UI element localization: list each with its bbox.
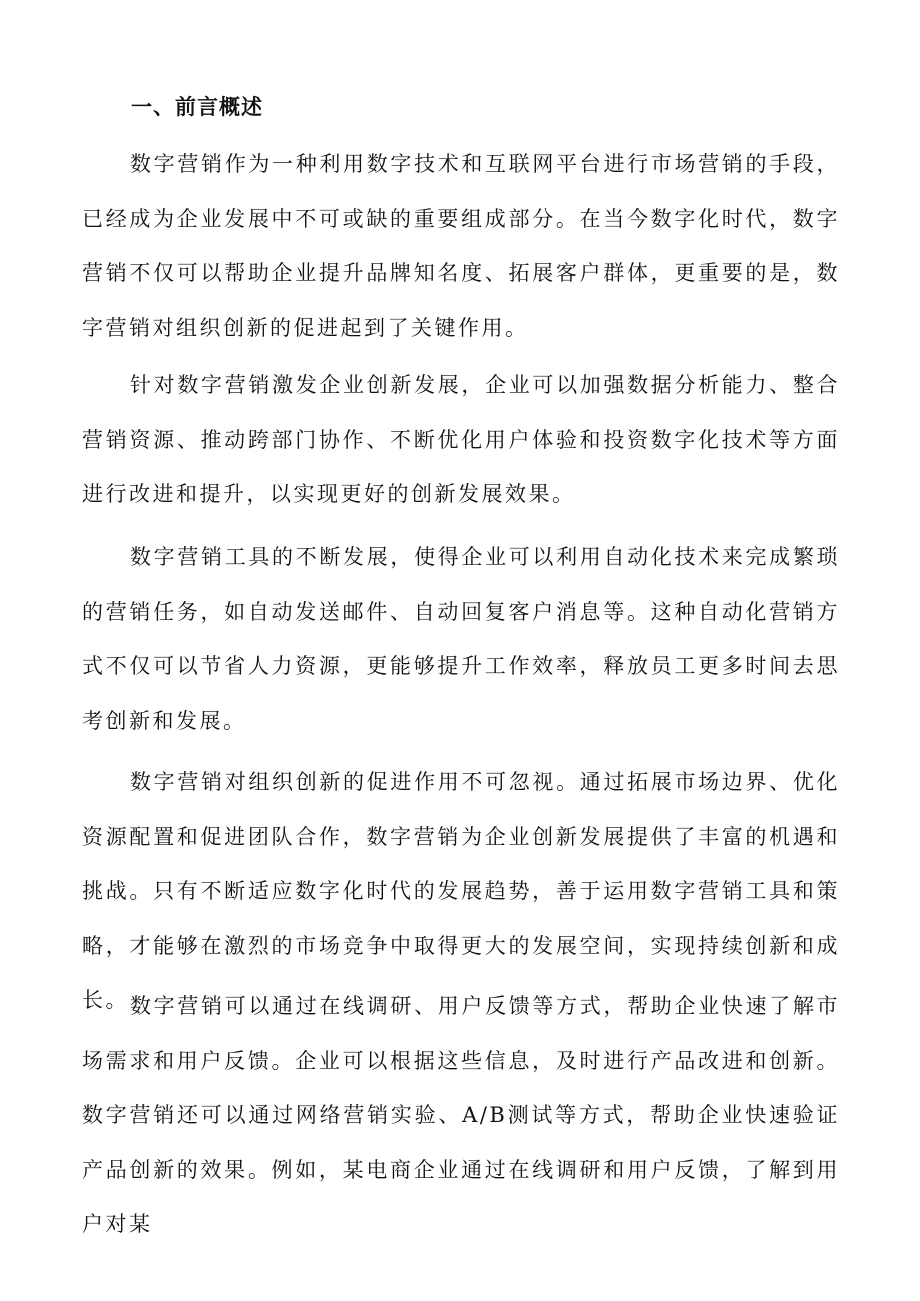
paragraph-research: 数字营销可以通过在线调研、用户反馈等方式，帮助企业快速了解市场需求和用户反馈。企业可以根据这些信息，及时进行产品改进和创新。数字营销还可以通过网络营销实验、A/B测试等方式，帮助企业快速验证产品创新的效果。例如，某电商企业通过在线调研和用户反馈，了解到用户对某 (82, 994, 840, 1236)
section-heading: 一、前言概述 (131, 95, 263, 119)
paragraph-improvement: 针对数字营销激发企业创新发展，企业可以加强数据分析能力、整合营销资源、推动跨部门协作、不断优化用户体验和投资数字化技术等方面进行改进和提升，以实现更好的创新发展效果。 (82, 373, 840, 506)
paragraph-innovation: 数字营销对组织创新的促进作用不可忽视。通过拓展市场边界、优化资源配置和促进团队合作，数字营销为企业创新发展提供了丰富的机遇和挑战。只有不断适应数字化时代的发展趋势，善于运用数字营销工具和策略，才能够在激烈的市场竞争中取得更大的发展空间，实现持续创新和成长。 (82, 770, 840, 1012)
paragraph-intro: 数字营销作为一种利用数字技术和互联网平台进行市场营销的手段，已经成为企业发展中不可或缺的重要组成部分。在当今数字化时代，数字营销不仅可以帮助企业提升品牌知名度、拓展客户群体，更重要的是，数字营销对组织创新的促进起到了关键作用。 (82, 152, 840, 340)
paragraph-automation: 数字营销工具的不断发展，使得企业可以利用自动化技术来完成繁琐的营销任务，如自动发送邮件、自动回复客户消息等。这种自动化营销方式不仅可以节省人力资源，更能够提升工作效率，释放员工更多时间去思考创新和发展。 (82, 545, 840, 733)
